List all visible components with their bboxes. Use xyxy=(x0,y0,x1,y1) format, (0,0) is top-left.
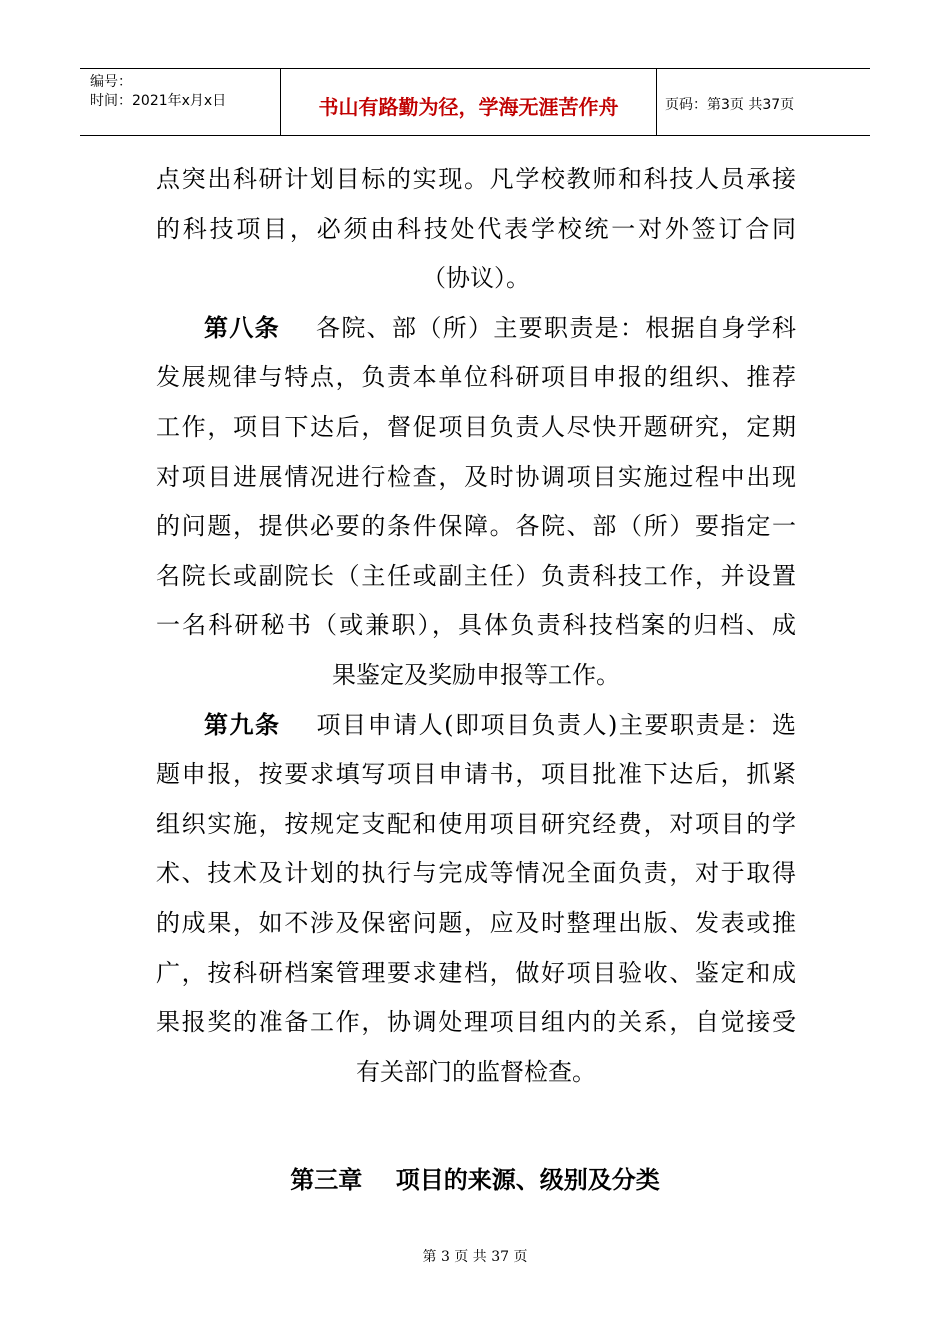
body-line: 有关部门的监督检查。 xyxy=(356,1057,596,1086)
body-line: 工作，项目下达后，督促项目负责人尽快开题研究，定期 xyxy=(156,412,796,441)
body-line: 的科技项目，必须由科技处代表学校统一对外签订合同 xyxy=(156,214,796,243)
page-footer: 第 3 页 共 37 页 xyxy=(422,1249,528,1265)
body-line: 的成果，如不涉及保密问题，应及时整理出版、发表或推 xyxy=(156,908,796,937)
body-line: 点突出科研计划目标的实现。凡学校教师和科技人员承接 xyxy=(156,165,796,193)
body-line: 发展规律与特点，负责本单位科研项目申报的组织、推荐 xyxy=(156,363,796,392)
document-number-label: 编号： xyxy=(90,74,132,90)
body-line: 的问题，提供必要的条件保障。各院、部（所）要指定一 xyxy=(156,512,796,541)
article-8-first-line xyxy=(156,304,796,354)
header-motto: 书山有路勤为径，学海无涯苦作舟 xyxy=(318,94,619,119)
body-line: 果报奖的准备工作，协调处理项目组内的关系，自觉接受 xyxy=(156,1008,796,1037)
body-line: 组织实施，按规定支配和使用项目研究经费，对项目的学 xyxy=(156,809,796,838)
header-page-cell xyxy=(657,69,870,135)
body-line: 术、技术及计划的执行与完成等情况全面负责，对于取得 xyxy=(156,859,796,888)
article-9-label: 第九条 xyxy=(204,710,281,739)
page-header xyxy=(80,68,870,136)
body-line: 名院长或副院长（主任或副主任）负责科技工作，并设置 xyxy=(156,561,796,590)
body-line: 题申报，按要求填写项目申请书，项目批准下达后，抓紧 xyxy=(156,760,796,789)
header-meta-cell xyxy=(80,69,281,135)
header-motto-cell xyxy=(281,69,657,135)
article-8-first-text: 各院、部（所）主要职责是：根据自身学科 xyxy=(316,313,796,342)
article-9-first-text: 项目申请人(即项目负责人)主要职责是：选 xyxy=(316,710,797,739)
body-line: 广，按科研档案管理要求建档，做好项目验收、鉴定和成 xyxy=(156,958,796,987)
article-8-label: 第八条 xyxy=(204,313,280,342)
document-body xyxy=(156,155,796,1097)
article-9-first-line xyxy=(156,701,796,751)
body-line: 一名科研秘书（或兼职），具体负责科技档案的归档、成 xyxy=(156,611,796,640)
header-page-info: 页码：第3页 共37页 xyxy=(665,97,795,113)
document-time-label: 时间：2021年x月x日 xyxy=(90,93,227,109)
body-line: （协议）。 xyxy=(422,264,530,293)
body-line: 对项目进展情况进行检查，及时协调项目实施过程中出现 xyxy=(156,462,796,491)
chapter-title: 第三章 项目的来源、级别及分类 xyxy=(290,1166,660,1194)
body-line: 果鉴定及奖励申报等工作。 xyxy=(332,660,620,689)
